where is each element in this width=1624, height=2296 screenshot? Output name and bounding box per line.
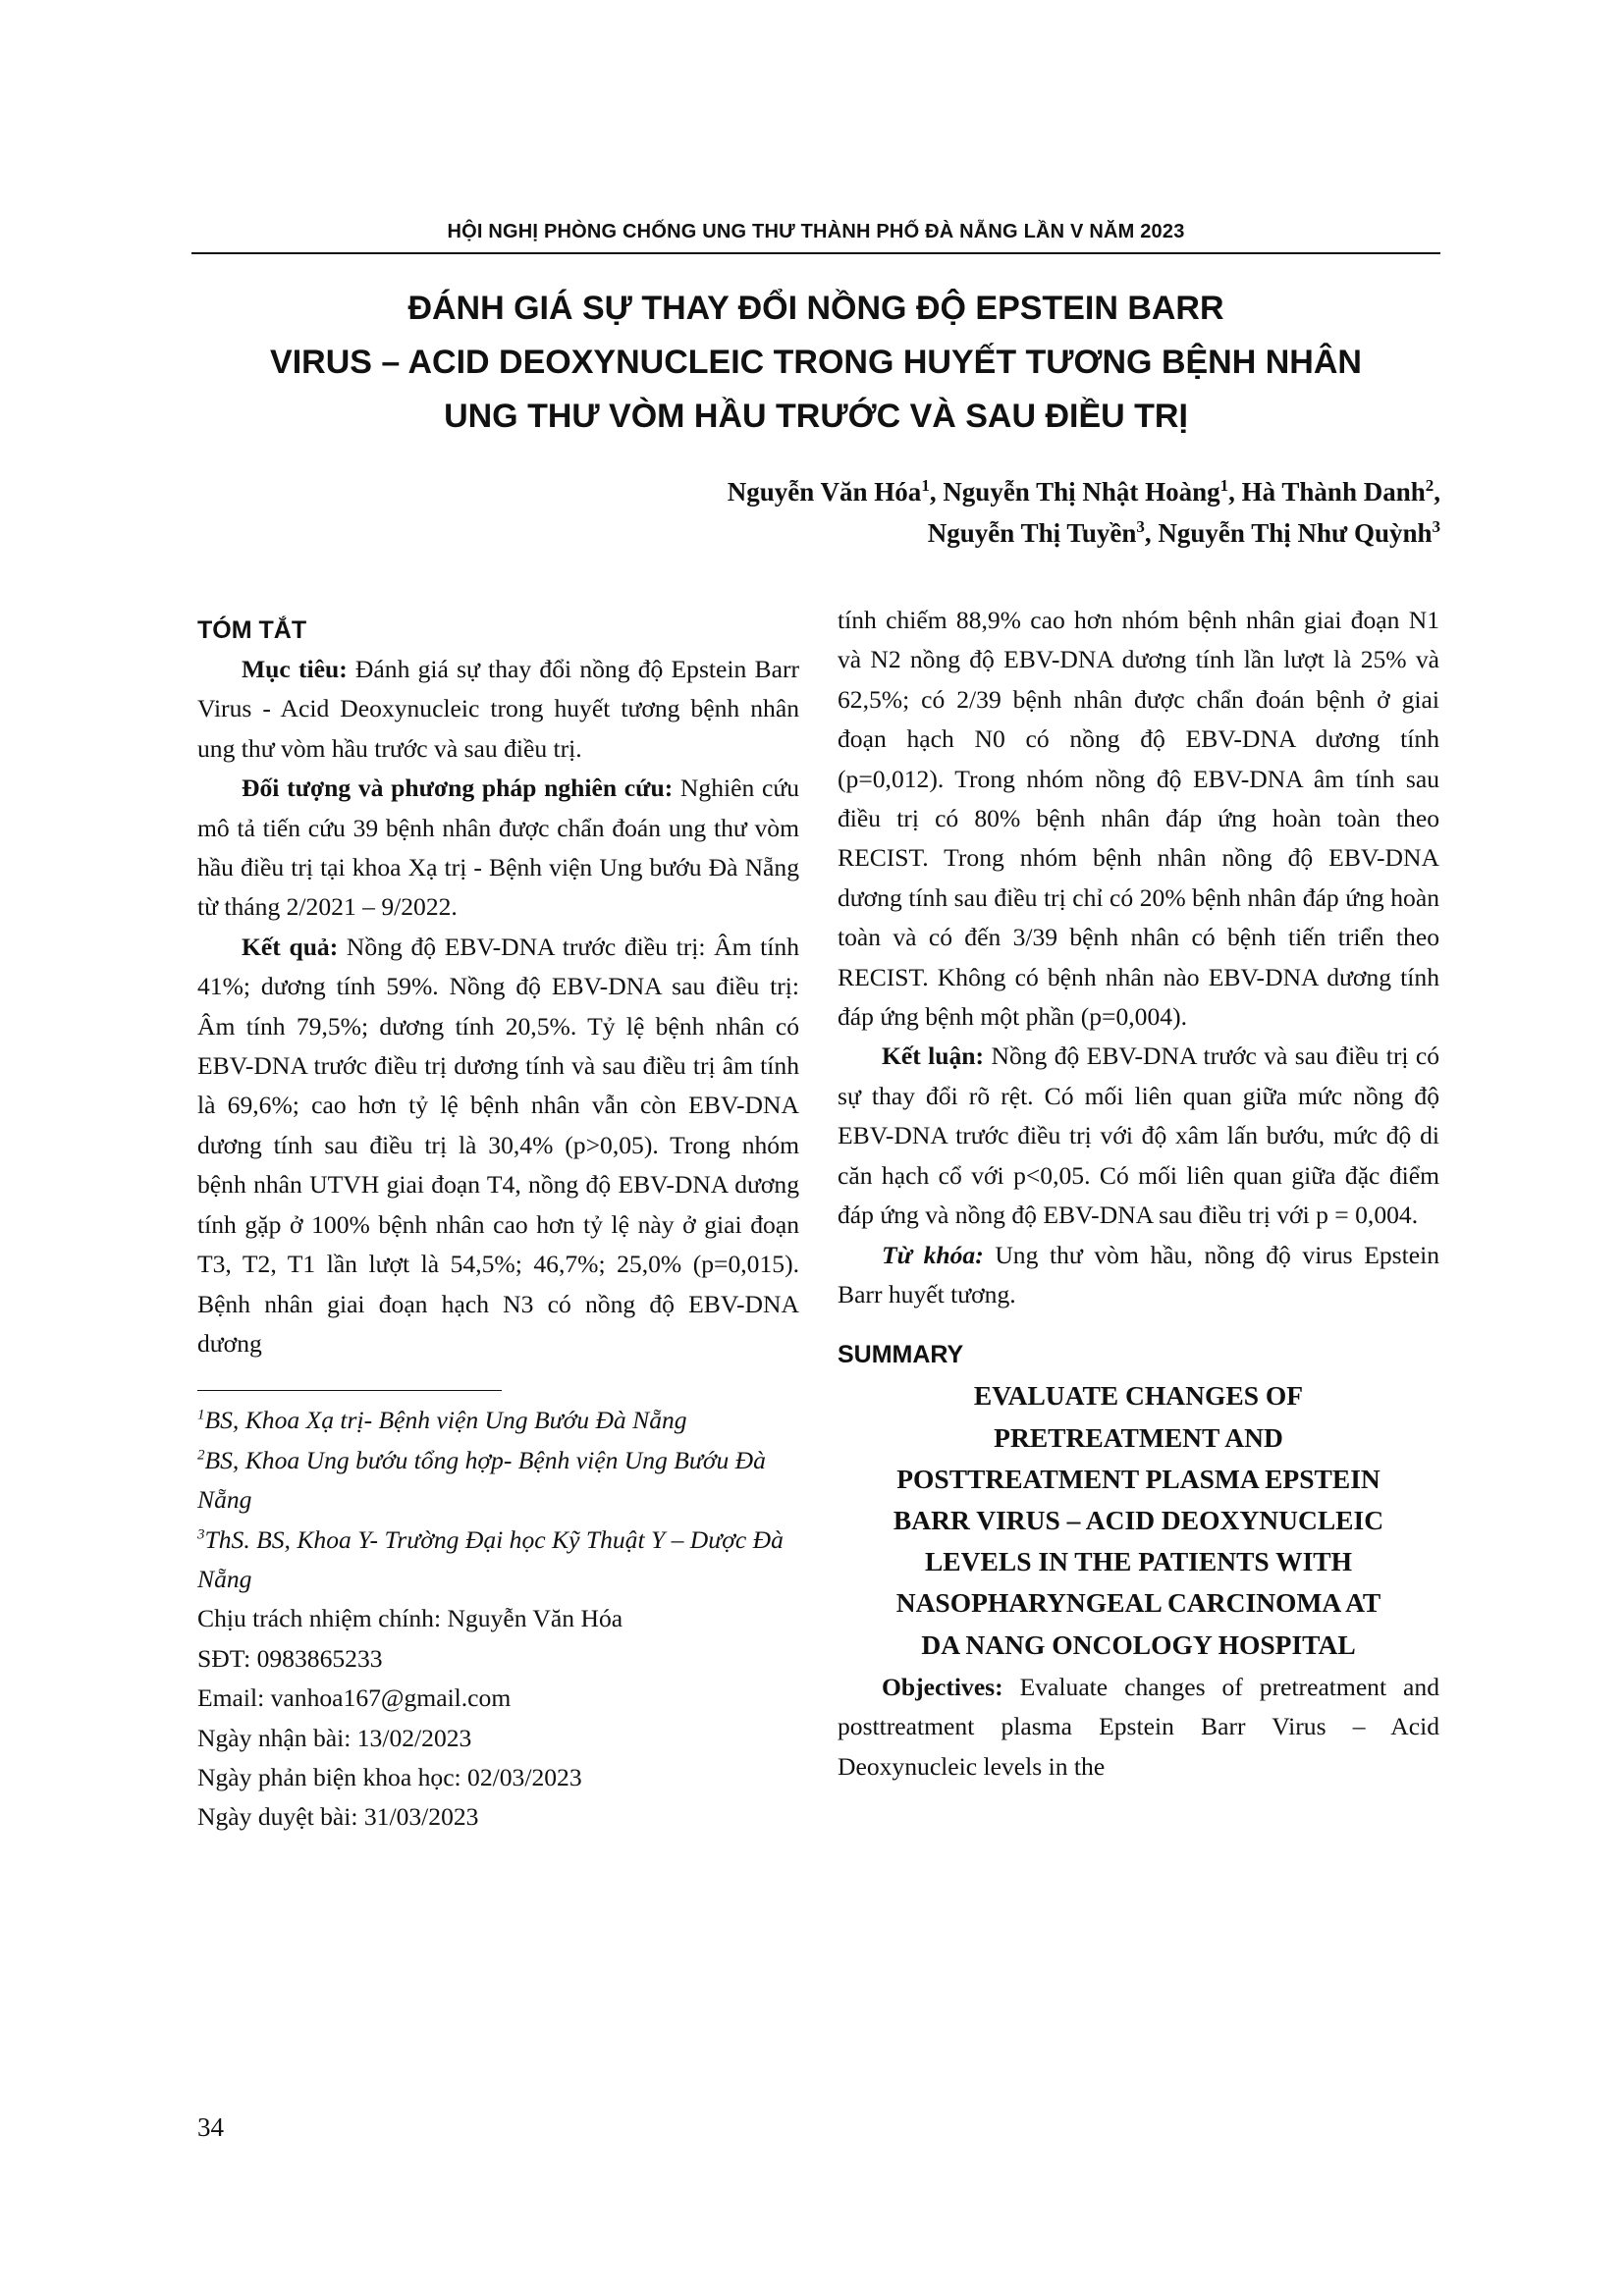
author-line-2 (728, 512, 1440, 554)
english-title-line: PRETREATMENT AND (994, 1421, 1283, 1453)
english-title-line: DA NANG ONCOLOGY HOSPITAL (921, 1629, 1356, 1660)
author-separator: , (1228, 477, 1242, 507)
author-separator: , (929, 477, 944, 507)
title-line: UNG THƯ VÒM HẦU TRƯỚC VÀ SAU ĐIỀU TRỊ (444, 398, 1188, 435)
conclusion-paragraph (838, 1037, 1439, 1235)
results-continued: tính chiếm 88,9% cao hơn nhóm bệnh nhân giai đoạn N1 và N2 nồng độ EBV-DNA dương tính lần lượt là 25% và 62,5%; có 2/39 bệnh nhân được chẩn đoán bệnh ở giai đoạn hạch N0 có nồng độ EBV-DNA dương tính (p=0,012). Trong nhóm nồng độ EBV-DNA âm tính sau điều trị có 80% bệnh nhân đáp ứng hoàn toàn theo RECIST. Trong nhóm bệnh nhân nồng độ EBV-DNA dương tính sau điều trị chỉ có 20% bệnh nhân đáp ứng hoàn toàn và có đến 3/39 bệnh nhân có bệnh tiến triển theo RECIST. Không có bệnh nhân nào EBV-DNA dương tính đáp ứng bệnh một phần (p=0,004). (838, 606, 1439, 1032)
objective-paragraph (197, 650, 799, 769)
footnote-mark: 2 (197, 1447, 205, 1464)
footnote-text: BS, Khoa Xạ trị- Bệnh viện Ung Bướu Đà Nẵng (204, 1406, 687, 1435)
objectives-label: Objectives: (882, 1672, 1003, 1701)
author-separator: , (1144, 518, 1159, 548)
footnote (197, 1401, 799, 1440)
footnote-text: BS, Khoa Ung bướu tổng hợp- Bệnh viện Ung Bướu Đà Nẵng (197, 1445, 766, 1515)
footnote (197, 1441, 799, 1521)
affiliation-mark: 1 (921, 476, 930, 495)
footnote-rule (197, 1390, 502, 1391)
author-line-1 (728, 471, 1440, 512)
keywords-text: Ung thư vòm hầu, nồng độ virus Epstein Barr huyết tương. (838, 1240, 1439, 1308)
english-title-line: POSTTREATMENT PLASMA EPSTEIN (896, 1463, 1380, 1494)
keywords-paragraph (838, 1236, 1439, 1315)
date-accepted: Ngày duyệt bài: 31/03/2023 (197, 1802, 479, 1832)
objective-text: Đánh giá sự thay đổi nồng độ Epstein Barr Virus - Acid Deoxynucleic trong huyết tương bệnh nhân ung thư vòm hầu trước và sau điều trị. (197, 655, 799, 763)
objectives-text: Evaluate changes of pretreatment and posttreatment plasma Epstein Barr Virus – Acid Deoxynucleic levels in the (838, 1672, 1439, 1781)
english-title-line: BARR VIRUS – ACID DEOXYNUCLEIC (893, 1504, 1384, 1535)
conclusion-text: Nồng độ EBV-DNA trước và sau điều trị có sự thay đổi rõ rệt. Có mối liên quan giữa mức nồng độ EBV-DNA trước điều trị với độ xâm lấn bướu, mức độ di căn hạch cổ với p<0,05. Có mối liên quan giữa đặc điểm đáp ứng và nồng độ EBV-DNA sau điều trị với p = 0,004. (838, 1041, 1439, 1230)
affiliation-mark: 1 (1219, 476, 1229, 495)
english-title-line: LEVELS IN THE PATIENTS WITH (924, 1546, 1353, 1577)
results-paragraph (197, 928, 799, 1363)
footnote-mark: 1 (197, 1407, 205, 1423)
right-column (838, 601, 1439, 1787)
date-reviewed: Ngày phản biện khoa học: 02/03/2023 (197, 1762, 582, 1791)
methods-text: Nghiên cứu mô tả tiến cứu 39 bệnh nhân được chẩn đoán ung thư vòm hầu điều trị tại khoa Xạ trị - Bệnh viện Ung bướu Đà Nẵng từ tháng 2/2021 – 9/2022. (197, 774, 800, 922)
author-name: Nguyễn Thị Nhật Hoàng (943, 477, 1220, 507)
results-text: Nồng độ EBV-DNA trước điều trị: Âm tính 41%; dương tính 59%. Nồng độ EBV-DNA sau điều trị: Âm tính 79,5%; dương tính 20,5%. Tỷ lệ bệnh nhân có EBV-DNA trước điều trị dương tính và sau điều trị âm tính là 69,6%; cao hơn tỷ lệ bệnh nhân vẫn còn EBV-DNA dương tính sau điều trị là 30,4% (p>0,05). Trong nhóm bệnh nhân UTVH giai đoạn T4, nồng độ EBV-DNA dương tính gặp ở 100% bệnh nhân cao hơn tỷ lệ này ở giai đoạn T3, T2, T1 lần lượt là 54,5%; 46,7%; 25,0% (p=0,015). Bệnh nhân giai đoạn hạch N3 có nồng độ EBV-DNA dương (197, 932, 799, 1358)
author-name: Nguyễn Thị Tuyền (927, 518, 1137, 548)
english-title-line: EVALUATE CHANGES OF (973, 1380, 1304, 1412)
keywords-label: Từ khóa: (882, 1240, 984, 1269)
methods-label: Đối tượng và phương pháp nghiên cứu: (242, 774, 674, 803)
footnote (197, 1521, 799, 1600)
author-name: Nguyễn Thị Như Quỳnh (1158, 518, 1433, 548)
author-name: Nguyễn Văn Hóa (727, 477, 922, 507)
phone-number: SĐT: 0983865233 (197, 1643, 383, 1673)
affiliation-mark: 3 (1432, 517, 1440, 536)
results-label: Kết quả: (242, 932, 339, 961)
left-column (197, 601, 799, 1838)
title-line: VIRUS – ACID DEOXYNUCLEIC TRONG HUYẾT TƯƠNG BỆNH NHÂN (270, 344, 1362, 381)
objective-label: Mục tiêu: (242, 655, 348, 683)
page-number: 34 (197, 2112, 224, 2142)
email-address: Email: vanhoa167@gmail.com (197, 1683, 512, 1713)
footnote-text: ThS. BS, Khoa Y- Trường Đại học Kỹ Thuật Y – Dược Đà Nẵng (197, 1524, 784, 1593)
affiliation-mark: 3 (1136, 517, 1145, 536)
conclusion-label: Kết luận: (882, 1041, 985, 1071)
date-received: Ngày nhận bài: 13/02/2023 (197, 1723, 472, 1752)
english-title-line: NASOPHARYNGEAL CARCINOMA AT (895, 1587, 1381, 1619)
affiliation-mark: 2 (1425, 476, 1435, 495)
author-name: Hà Thành Danh (1241, 477, 1426, 507)
author-separator: , (1434, 477, 1440, 507)
header-rule (191, 252, 1440, 254)
objectives-paragraph (838, 1668, 1439, 1787)
methods-paragraph (197, 769, 799, 928)
summary-heading: SUMMARY (838, 1341, 964, 1369)
english-title (838, 1375, 1439, 1665)
title-line: ĐÁNH GIÁ SỰ THAY ĐỔI NỒNG ĐỘ EPSTEIN BARR (407, 290, 1224, 327)
author-list (728, 471, 1440, 554)
running-header: HỘI NGHỊ PHÒNG CHỐNG UNG THƯ THÀNH PHỐ ĐÀ NẴNG LẦN V NĂM 2023 (447, 221, 1185, 242)
corresponding-author: Chịu trách nhiệm chính: Nguyễn Văn Hóa (197, 1604, 623, 1633)
article-title (191, 282, 1440, 444)
footnote-mark: 3 (197, 1526, 205, 1542)
abstract-heading: TÓM TẮT (197, 616, 307, 644)
